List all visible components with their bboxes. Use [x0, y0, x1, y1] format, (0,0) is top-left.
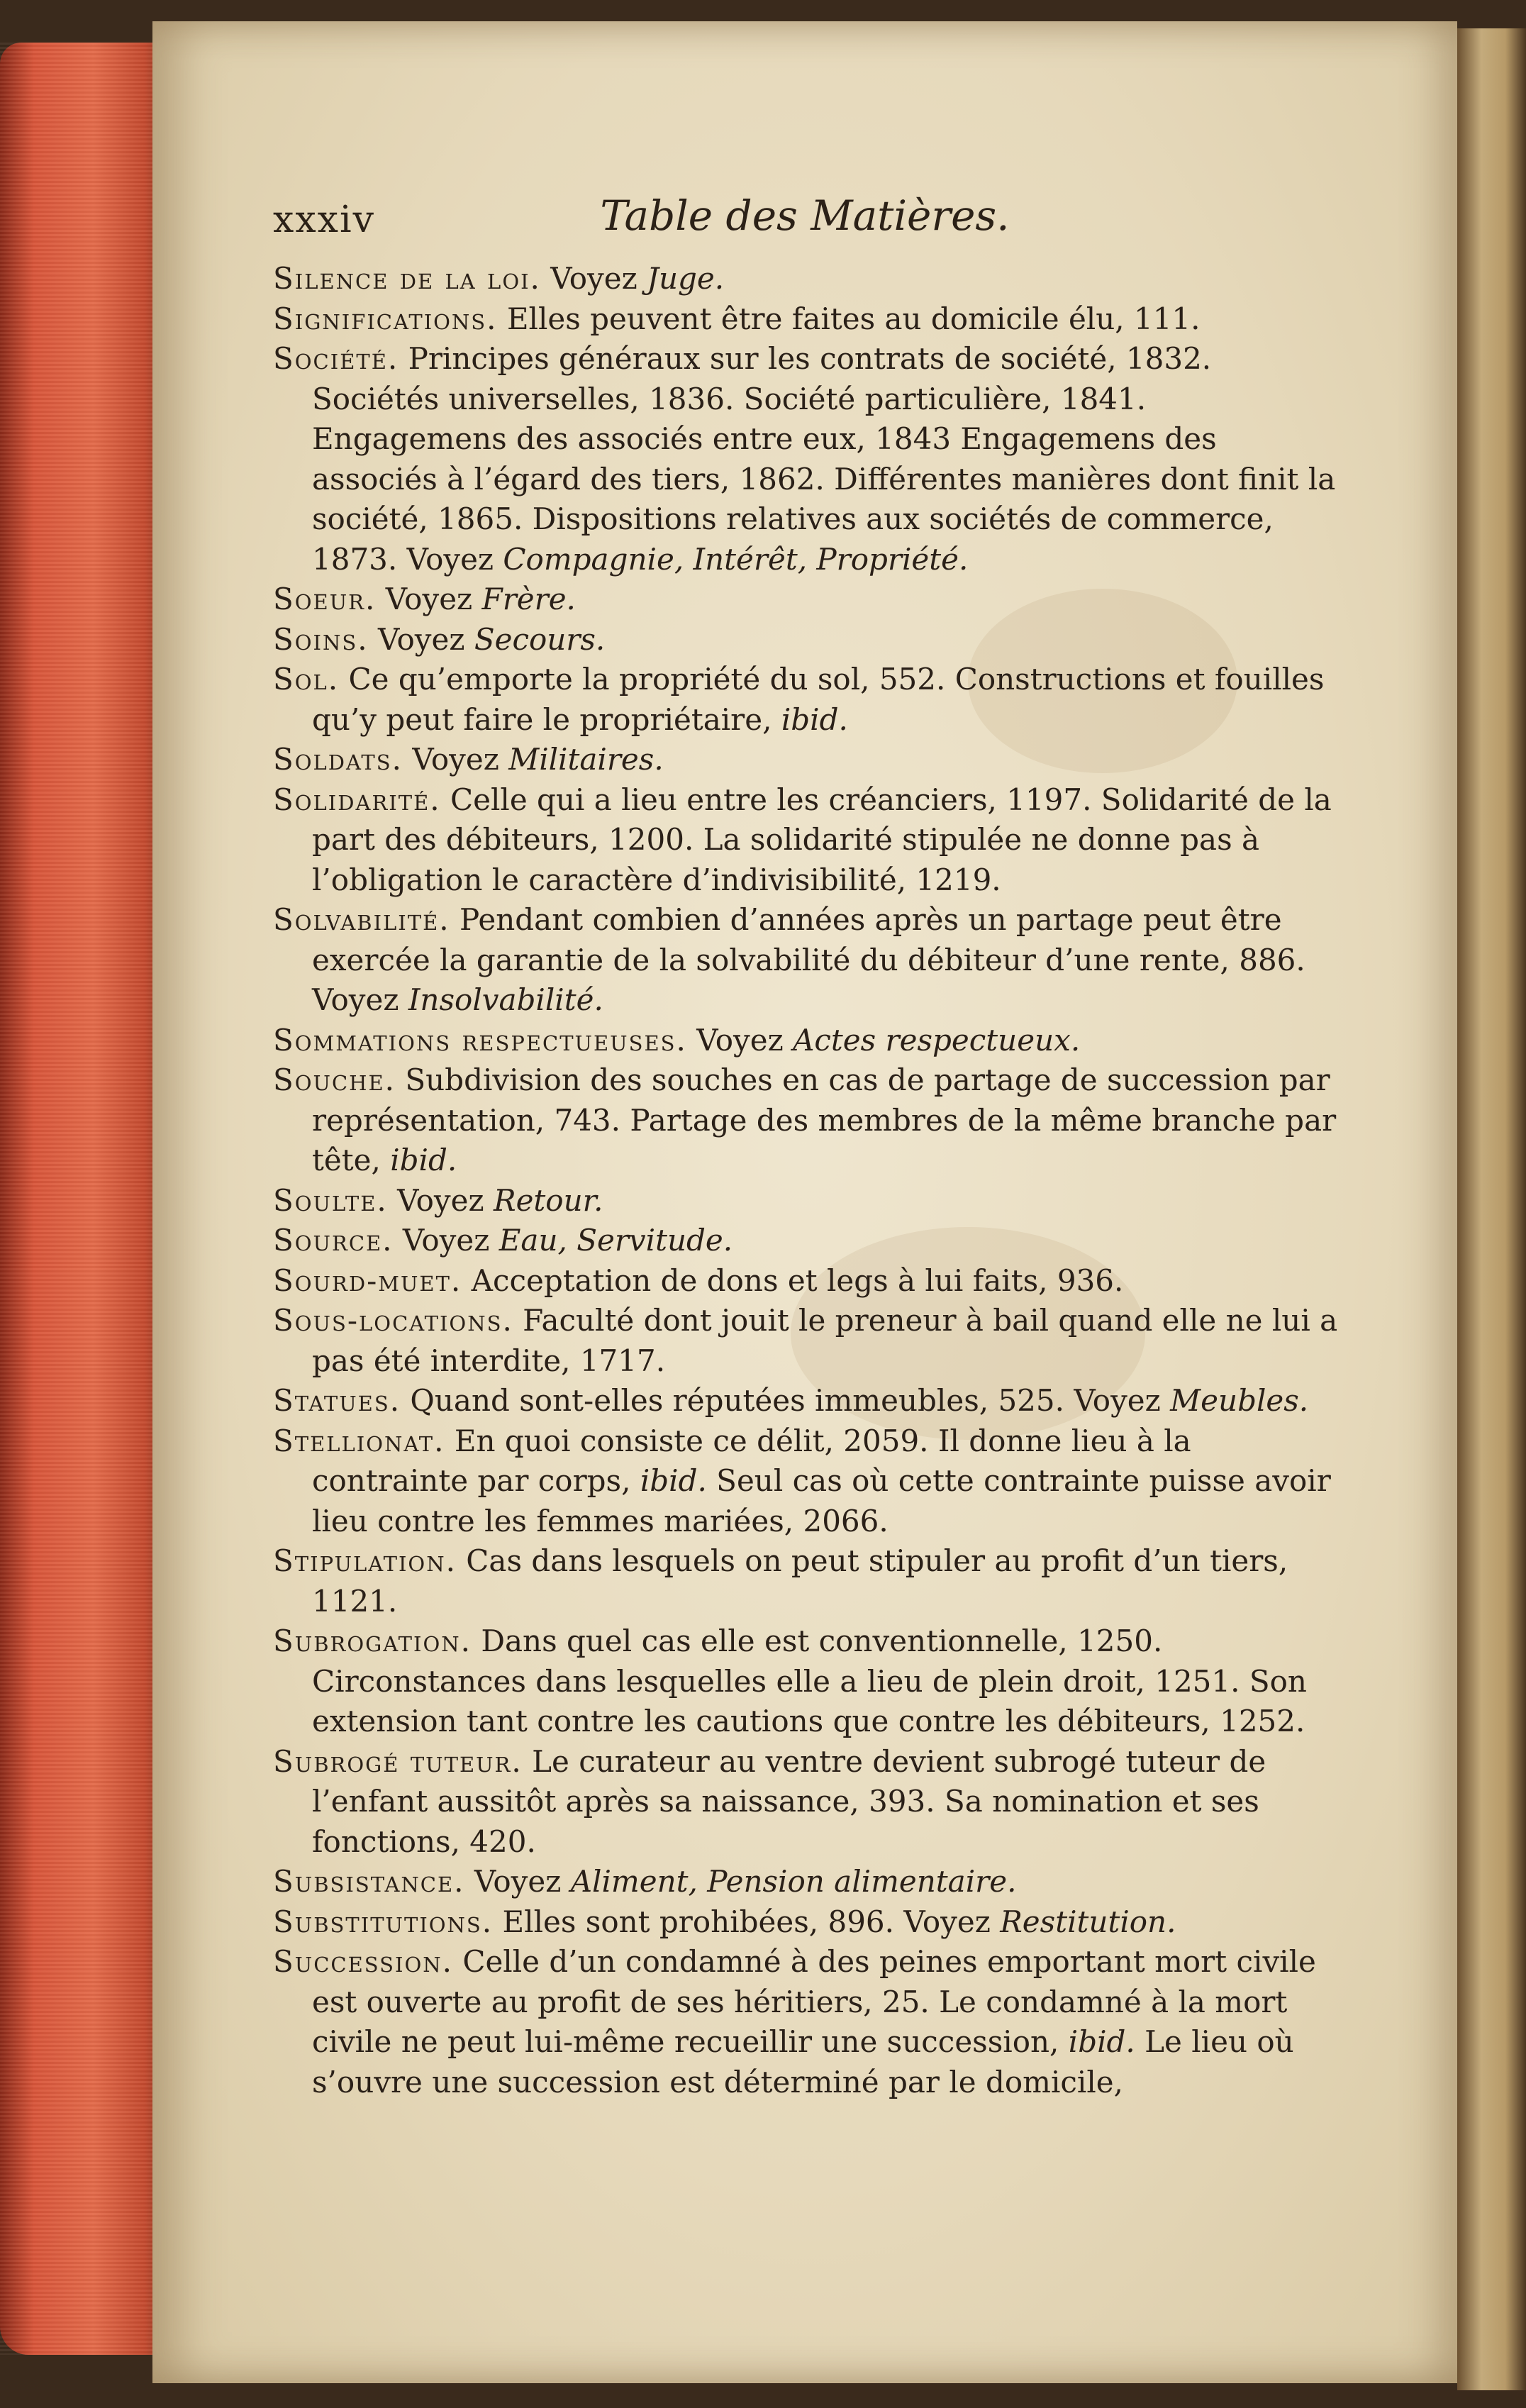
- book-page-edges: [0, 43, 170, 2355]
- entry-term: Soins.: [273, 621, 369, 657]
- entry-term: Sommations respectueuses.: [273, 1022, 687, 1058]
- entry-text: Celle qui a lieu entre les créanciers, 1197. Solidarité de la part des débiteurs, 1200. La solidarité stipulée ne donne pas à l’obligation le caractère d’indivisibilité, 1219.: [312, 782, 1332, 897]
- entry-text: Voyez: [412, 742, 499, 777]
- index-entry: [273, 1742, 1344, 1863]
- index-entry: [273, 740, 1344, 780]
- entry-term: Soldats.: [273, 742, 403, 777]
- entry-text: Acceptation de dons et legs à lui faits, 936.: [471, 1263, 1124, 1298]
- index-entry: [273, 1021, 1344, 1061]
- entry-term: Solvabilité.: [273, 902, 450, 937]
- page-header: [273, 192, 1337, 255]
- entry-term: Statues.: [273, 1383, 401, 1418]
- index-text: [273, 259, 1344, 2102]
- entry-term: Soulte.: [273, 1182, 388, 1218]
- index-entry: [273, 620, 1344, 660]
- entry-italic: ibid.: [781, 701, 848, 737]
- entry-text: Voyez: [385, 582, 473, 616]
- entry-italic: Retour.: [493, 1182, 603, 1218]
- entry-text: Quand sont-elles réputées immeubles, 525. Voyez: [410, 1383, 1161, 1418]
- entry-term: Stellionat.: [273, 1423, 445, 1458]
- entry-term: Substitutions.: [273, 1904, 494, 1939]
- entry-term: Subsistance.: [273, 1864, 465, 1899]
- index-entry: [273, 579, 1344, 620]
- entry-italic: ibid.: [640, 1463, 707, 1498]
- entry-text: Elles sont prohibées, 896. Voyez: [502, 1904, 991, 1939]
- entry-italic: Insolvabilité.: [408, 982, 603, 1017]
- index-entry: [273, 1621, 1344, 1742]
- entry-term: Société.: [273, 341, 399, 376]
- entry-term: Significations.: [273, 301, 498, 336]
- index-entry: [273, 1181, 1344, 1221]
- index-entry: [273, 1261, 1344, 1302]
- entry-italic: Compagnie, Intérêt, Propriété.: [503, 541, 969, 577]
- entry-text: Voyez: [696, 1022, 784, 1058]
- facing-page-edge: [1457, 28, 1526, 2390]
- entry-text: Dans quel cas elle est conventionnelle, 1250. Circonstances dans lesquelles elle a lieu de plein droit, 1251. Son extension tant contre les cautions que contre les débiteurs, 1252.: [312, 1624, 1307, 1738]
- index-entry: [273, 1862, 1344, 1902]
- index-entry: [273, 1541, 1344, 1621]
- entry-text-continued: Le lieu où s’ouvre une succession est déterminé par le domicile,: [312, 2024, 1294, 2099]
- index-entry: [273, 1060, 1344, 1181]
- entry-term: Sous-locations.: [273, 1303, 513, 1338]
- index-entry: [273, 1942, 1344, 2102]
- entry-term: Souche.: [273, 1062, 396, 1097]
- entry-italic: Secours.: [474, 621, 606, 657]
- entry-term: Soeur.: [273, 582, 377, 616]
- entry-italic: Meubles.: [1170, 1383, 1309, 1418]
- entry-text: Ce qu’emporte la propriété du sol, 552. Constructions et fouilles qu’y peut faire le propriétaire,: [312, 662, 1325, 737]
- entry-text: Subdivision des souches en cas de partage de succession par représentation, 743. Partage des membres de la même branche par tête,: [312, 1062, 1337, 1177]
- entry-term: Subrogation.: [273, 1624, 472, 1658]
- index-entry: [273, 780, 1344, 901]
- entry-text: En quoi consiste ce délit, 2059. Il donne lieu à la contrainte par corps,: [312, 1423, 1191, 1498]
- entry-text: Cas dans lesquels on peut stipuler au profit d’un tiers, 1121.: [312, 1543, 1288, 1619]
- entry-text: Voyez: [397, 1182, 484, 1218]
- entry-italic: ibid.: [390, 1143, 457, 1177]
- entry-text: Voyez: [550, 261, 637, 296]
- index-entry: [273, 1221, 1344, 1261]
- entry-term: Solidarité.: [273, 782, 441, 817]
- entry-italic: Eau, Servitude.: [499, 1223, 733, 1258]
- index-entry: [273, 259, 1344, 299]
- entry-term: Silence de la loi.: [273, 261, 541, 296]
- running-title: Table des Matières.: [600, 192, 1010, 240]
- entry-text: Principes généraux sur les contrats de société, 1832. Sociétés universelles, 1836. Société particulière, 1841. Engagemens des associés entre eux, 1843 Engagemens des associés à l’égard des tiers, 1862. Différentes manières dont finit la société, 1865. Dispositions relatives aux sociétés de commerce, 1873. Voyez: [312, 341, 1336, 577]
- entry-italic: Restitution.: [1000, 1904, 1176, 1939]
- entry-text: Faculté dont jouit le preneur à bail quand elle ne lui a pas été interdite, 1717.: [312, 1303, 1338, 1378]
- entry-term: Subrogé tuteur.: [273, 1743, 523, 1779]
- index-entry: [273, 900, 1344, 1021]
- entry-term: Succession.: [273, 1944, 453, 1979]
- page-number: xxxiv: [273, 199, 375, 241]
- entry-term: Source.: [273, 1223, 394, 1258]
- entry-italic: Frère.: [481, 582, 576, 616]
- entry-text: Elles peuvent être faites au domicile élu, 111.: [506, 301, 1201, 336]
- entry-text: Celle d’un condamné à des peines emportant mort civile est ouverte au profit de ses héritiers, 25. Le condamné à la mort civile ne peut lui-même recueillir une succession,: [312, 1944, 1316, 2059]
- entry-text-continued: Seul cas où cette contrainte puisse avoir lieu contre les femmes mariées, 2066.: [312, 1463, 1331, 1538]
- index-entry: [273, 1301, 1344, 1381]
- index-entry: [273, 1902, 1344, 1943]
- entry-text: Voyez: [474, 1864, 562, 1899]
- entry-term: Stipulation.: [273, 1543, 457, 1578]
- entry-italic: ibid.: [1068, 2024, 1135, 2059]
- entry-italic: Juge.: [647, 261, 725, 296]
- entry-italic: Militaires.: [508, 742, 664, 777]
- index-entry: [273, 339, 1344, 579]
- entry-text: Le curateur au ventre devient subrogé tuteur de l’enfant aussitôt après sa naissance, 393. Sa nomination et ses fonctions, 420.: [312, 1743, 1266, 1859]
- entry-italic: Actes respectueux.: [793, 1022, 1081, 1058]
- index-entry: [273, 1421, 1344, 1542]
- entry-text: Pendant combien d’années après un partage peut être exercée la garantie de la solvabilité du débiteur d’une rente, 886. Voyez: [312, 902, 1305, 1017]
- entry-text: Voyez: [402, 1223, 490, 1258]
- index-entry: [273, 660, 1344, 740]
- index-entry: [273, 1381, 1344, 1421]
- entry-italic: Aliment, Pension alimentaire.: [570, 1864, 1017, 1899]
- index-entry: [273, 299, 1344, 340]
- entry-term: Sourd-muet.: [273, 1263, 462, 1298]
- entry-text: Voyez: [377, 621, 465, 657]
- entry-term: Sol.: [273, 662, 340, 697]
